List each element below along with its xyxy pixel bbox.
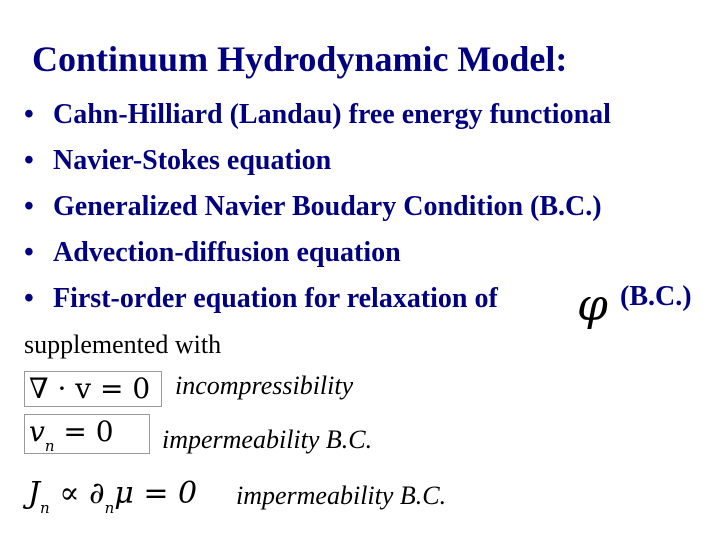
incompressibility-equation <box>24 371 162 407</box>
velocity-symbol: v <box>29 415 45 448</box>
page-title: Continuum Hydrodynamic Model: <box>32 39 568 79</box>
derivative-subscript: n <box>104 499 115 517</box>
normal-subscript: n <box>44 437 55 455</box>
chemical-potential: μ = 0 <box>114 476 198 511</box>
supplemented-text: supplemented with <box>24 330 222 359</box>
bullet-marker: • <box>24 191 34 222</box>
bullet-text: Navier-Stokes equation <box>53 145 332 176</box>
phi-symbol: φ <box>577 280 608 331</box>
bullet-text: Generalized Navier Boudary Condition (B.C.) <box>53 191 602 222</box>
bullet-marker: • <box>24 145 34 176</box>
equation-rhs: = 0 <box>63 415 114 448</box>
bullet-text: Cahn-Hilliard (Landau) free energy functional <box>53 99 611 130</box>
impermeability-label-velocity: impermeability B.C. <box>162 425 373 454</box>
bullet-marker: • <box>24 283 34 314</box>
bullet-marker: • <box>24 237 34 268</box>
impermeability-label-flux: impermeability B.C. <box>236 481 447 510</box>
flux-subscript: n <box>40 499 50 517</box>
bullet-text: Advection-diffusion equation <box>53 237 401 268</box>
bullet-marker: • <box>24 99 34 130</box>
incompressibility-label: incompressibility <box>175 371 354 400</box>
normal-velocity-equation <box>24 414 150 454</box>
phi-bc-text: (B.C.) <box>620 281 692 312</box>
flux-symbol: J <box>28 476 41 511</box>
bullet-text: First-order equation for relaxation of <box>53 283 498 314</box>
equation-formula: ∇ · v = 0 <box>29 372 151 405</box>
proportional-derivative: ∝ ∂ <box>59 476 105 511</box>
flux-equation <box>28 474 197 528</box>
